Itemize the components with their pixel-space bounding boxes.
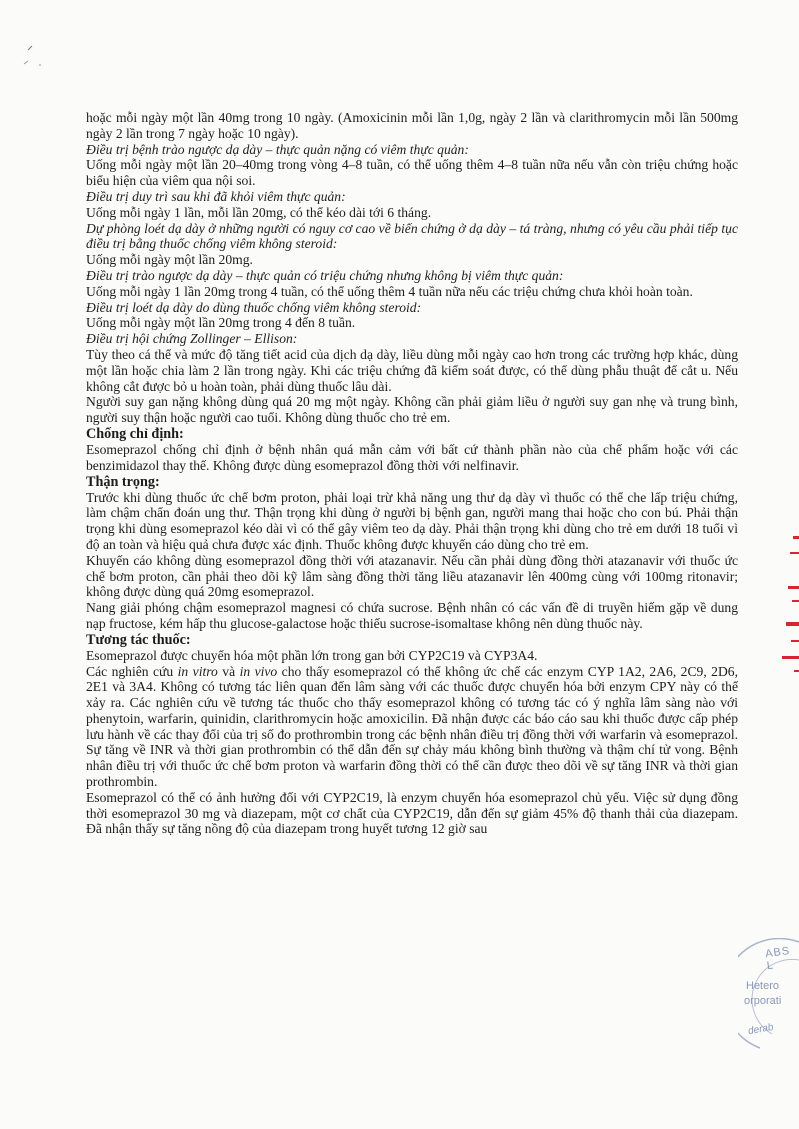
paragraph: Tùy theo cá thể và mức độ tăng tiết acid của dịch dạ dày, liều dùng mỗi ngày cao hơn trong các trường hợp khác, dùng một lần hoặc chia làm 2 lần trong ngày. Khi các triệu chứng đã kiểm soát được, có thể dùng phẫu thuật để cắt u. Nếu không cắt được bỏ u hoàn toàn, phải dùng thuốc lâu dài.	[86, 346, 738, 394]
paragraph-segment: Các nghiên cứu	[86, 663, 178, 679]
document-body	[86, 110, 738, 837]
paragraph-segment: cho thấy esomeprazol có thể không ức chế các enzym CYP 1A2, 2A6, 2C9, 2D6, 2E1 và 3A4. Không có tương tác liên quan đến lâm sàng với các thuốc được chuyển hóa bởi enzym CPY này có thể xảy ra. Các nghiên cứu về tương tác thuốc cho thấy esomeprazol không có tương tác có ý nghĩa lâm sàng nào với phenytoin, warfarin, quinidin, clarithromycin hoặc amoxicilin. Đã nhận được các báo cáo sau khi thuốc được cấp phép lưu hành về các thay đổi của trị số đo prothrombin trong các bệnh nhân điều trị đồng thời với warfarin và esomeprazol. Sự tăng về INR và thời gian prothrombin có thể dẫn đến sự chảy máu không bình thường và thậm chí tử vong. Bệnh nhân điều trị với thuốc ức chế bơm proton và warfarin đồng thời có thể cần được theo dõi về sự tăng INR và thời gian prothrombin.	[86, 663, 738, 790]
paragraph: Khuyến cáo không dùng esomeprazol đồng thời với atazanavir. Nếu cần phải dùng đồng thời atazanavir với thuốc ức chế bơm proton, cần phải theo dõi kỹ lâm sàng đồng thời tăng liều atazanavir lên 400mg cùng với 100mg ritonavir; không được dùng quá 20mg esomeprazol.	[86, 552, 738, 600]
paragraph: Esomeprazol chống chỉ định ở bệnh nhân quá mẫn cảm với bất cứ thành phần nào của chế phẩm hoặc với các benzimidazol thay thế. Không được dùng esomeprazol đồng thời với nelfinavir.	[86, 441, 738, 473]
paragraph: Uống mỗi ngày 1 lần, mỗi lần 20mg, có thể kéo dài tới 6 tháng.	[86, 204, 432, 220]
section-heading: Tương tác thuốc:	[86, 631, 191, 648]
stamp-text-4: derab	[747, 1021, 775, 1038]
paragraph: hoặc mỗi ngày một lần 40mg trong 10 ngày. (Amoxicinin mỗi lần 1,0g, ngày 2 lần và clarithromycin mỗi lần 500mg ngày 2 lần trong 7 ngày hoặc 10 ngày).	[86, 110, 738, 141]
paragraph-segment: và	[217, 663, 240, 679]
section-heading: Chống chỉ định:	[86, 425, 184, 442]
subheading-italic: Điều trị hội chứng Zollinger – Ellison:	[86, 331, 298, 347]
section-heading: Thận trọng:	[86, 473, 160, 490]
paragraph: Người suy gan nặng không dùng quá 20 mg một ngày. Không cần phải giảm liều ở người suy gan nhẹ và trung bình, người suy thận hoặc người cao tuổi. Không dùng thuốc cho trẻ em.	[86, 394, 738, 426]
paragraph: Nang giải phóng chậm esomeprazol magnesi có chứa sucrose. Bệnh nhân có các vấn đề di truyền hiếm gặp về dung nạp fructose, kém hấp thu glucose-galactose hoặc thiếu sucrose-isomaltase không nên dùng thuốc này.	[86, 600, 738, 631]
margin-marks	[766, 530, 799, 680]
paragraph	[86, 664, 738, 790]
paragraph: Esomeprazol được chuyển hóa một phần lớn trong gan bởi CYP2C19 và CYP3A4.	[86, 647, 538, 663]
paragraph: Uống mỗi ngày 1 lần 20mg trong 4 tuần, có thể uống thêm 4 tuần nữa nếu các triệu chứng chưa khỏi hoàn toàn.	[86, 283, 693, 299]
italic-term: in vivo	[239, 663, 278, 679]
stamp-text-2: Hetero	[746, 980, 780, 992]
subheading-italic: Điều trị loét dạ dày do dùng thuốc chống viêm không steroid:	[86, 299, 422, 315]
italic-term: in vitro	[177, 663, 218, 679]
scan-corner-mark	[14, 44, 54, 68]
stamp-text-1: ABS L	[764, 944, 791, 973]
paragraph: Uống mỗi ngày một lần 20–40mg trong vòng 4–8 tuần, có thể uống thêm 4–8 tuần nữa nếu vẫn còn triệu chứng hoặc biểu hiện của viêm qua nội soi.	[86, 157, 738, 189]
paragraph: Esomeprazol có thể có ảnh hưởng đối với CYP2C19, là enzym chuyển hóa esomeprazol chủ yếu. Việc sử dụng đồng thời esomeprazol 30 mg và diazepam, một cơ chất của CYP2C19, dẫn đến sự giảm 45% độ thanh thải của diazepam. Đã nhận thấy sự tăng nồng độ của diazepam trong huyết tương 12 giờ sau	[86, 789, 738, 837]
subheading-italic: Điều trị duy trì sau khi đã khỏi viêm thực quản:	[86, 188, 346, 204]
paragraph: Uống mỗi ngày một lần 20mg trong 4 đến 8 tuần.	[86, 315, 356, 331]
paragraph: Uống mỗi ngày một lần 20mg.	[86, 252, 253, 268]
subheading-italic: Điều trị bệnh trào ngược dạ dày – thực quản nặng có viêm thực quản:	[86, 141, 469, 157]
paragraph: Trước khi dùng thuốc ức chế bơm proton, phải loại trừ khả năng ung thư dạ dày vì thuốc có thể che lấp triệu chứng, làm chậm chẩn đoán ung thư. Thận trọng khi dùng ở người bị bệnh gan, người mang thai hoặc cho con bú. Phải thận trọng khi dùng esomeprazol kéo dài vì có thể gây viêm teo dạ dày. Phải thận trọng khi dùng cho trẻ em dưới 18 tuổi vì độ an toàn và hiệu quả chưa được xác định. Thuốc không được khuyến cáo dùng cho trẻ em.	[86, 489, 738, 552]
subheading-italic: Dự phòng loét dạ dày ở những người có nguy cơ cao về biến chứng ở dạ dày – tá tràng, nhưng có yêu cầu phải tiếp tục điều trị bằng thuốc chống viêm không steroid:	[86, 220, 738, 252]
subheading-italic: Điều trị trào ngược dạ dày – thực quản có triệu chứng nhưng không bị viêm thực quản:	[86, 267, 564, 283]
company-stamp	[738, 938, 799, 1058]
stamp-text-3: orporati	[744, 995, 782, 1007]
